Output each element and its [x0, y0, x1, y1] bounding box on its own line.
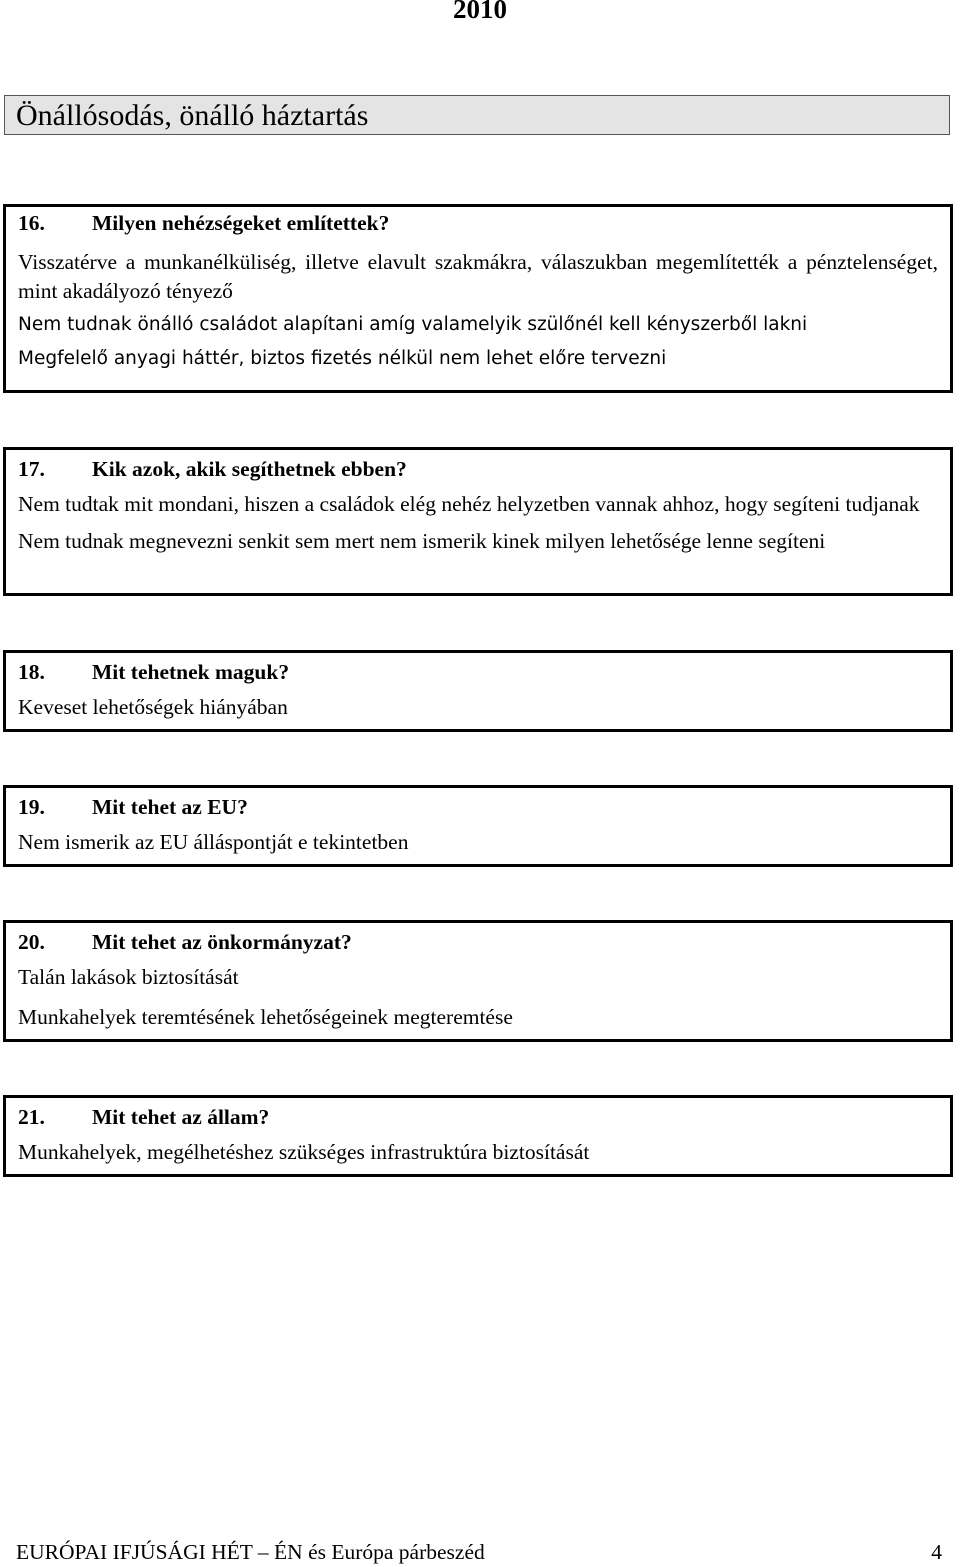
question-number: 21. — [18, 1105, 45, 1129]
page-footer — [16, 1540, 942, 1565]
question-box-18 — [3, 650, 953, 732]
question-box-19 — [3, 785, 953, 867]
question-text: Mit tehet az EU? — [92, 795, 248, 819]
question-box-20 — [3, 920, 953, 1042]
answer-text: Nem tudtak mit mondani, hiszen a családok elég nehéz helyzetben vannak ahhoz, hogy segíteni tudjanak — [18, 492, 920, 516]
chapter-title: Önállósodás, önálló háztartás — [4, 95, 950, 135]
question-text: Milyen nehézségeket említettek? — [92, 211, 390, 235]
question-number: 18. — [18, 660, 45, 684]
question-number: 17. — [18, 457, 45, 481]
answer-text: Nem tudnak önálló családot alapítani amíg valamelyik szülőnél kell kényszerből lakni — [18, 314, 808, 335]
question-number: 16. — [18, 211, 45, 235]
footer-text: EURÓPAI IFJÚSÁGI HÉT – ÉN és Európa párbeszéd — [16, 1540, 485, 1564]
question-box-17 — [3, 447, 953, 596]
question-heading — [18, 211, 938, 236]
answer-text: Talán lakások biztosítását — [18, 965, 239, 989]
answer-text: Munkahelyek, megélhetéshez szükséges infrastruktúra biztosítását — [18, 1140, 590, 1164]
answer-text: Nem ismerik az EU álláspontját e tekintetben — [18, 830, 409, 854]
question-number: 19. — [18, 795, 45, 819]
answer-text: Nem tudnak megnevezni senkit sem mert nem ismerik kinek milyen lehetősége lenne segíteni — [18, 529, 826, 553]
answer-text: Munkahelyek teremtésének lehetőségeinek megteremtése — [18, 1005, 513, 1029]
question-box-21 — [3, 1095, 953, 1177]
question-heading — [18, 930, 938, 955]
page-number: 4 — [931, 1540, 942, 1564]
header-year: 2010 — [453, 0, 507, 24]
question-heading — [18, 660, 938, 685]
question-text: Kik azok, akik segíthetnek ebben? — [92, 457, 407, 481]
question-number: 20. — [18, 930, 45, 954]
question-box-16 — [3, 204, 953, 393]
answer-text: Megfelelő anyagi háttér, biztos fizetés nélkül nem lehet előre tervezni — [18, 348, 667, 369]
question-heading — [18, 795, 938, 820]
question-text: Mit tehetnek maguk? — [92, 660, 290, 684]
question-text: Mit tehet az önkormányzat? — [92, 930, 352, 954]
question-heading — [18, 1105, 938, 1130]
question-text: Mit tehet az állam? — [92, 1105, 270, 1129]
question-heading — [18, 457, 938, 482]
answer-text: Visszatérve a munkanélküliség, illetve elavult szakmákra, válaszukban megemlítették a pénztelenséget, mint akadályozó tényező — [18, 250, 938, 303]
answer-text: Keveset lehetőségek hiányában — [18, 695, 288, 719]
